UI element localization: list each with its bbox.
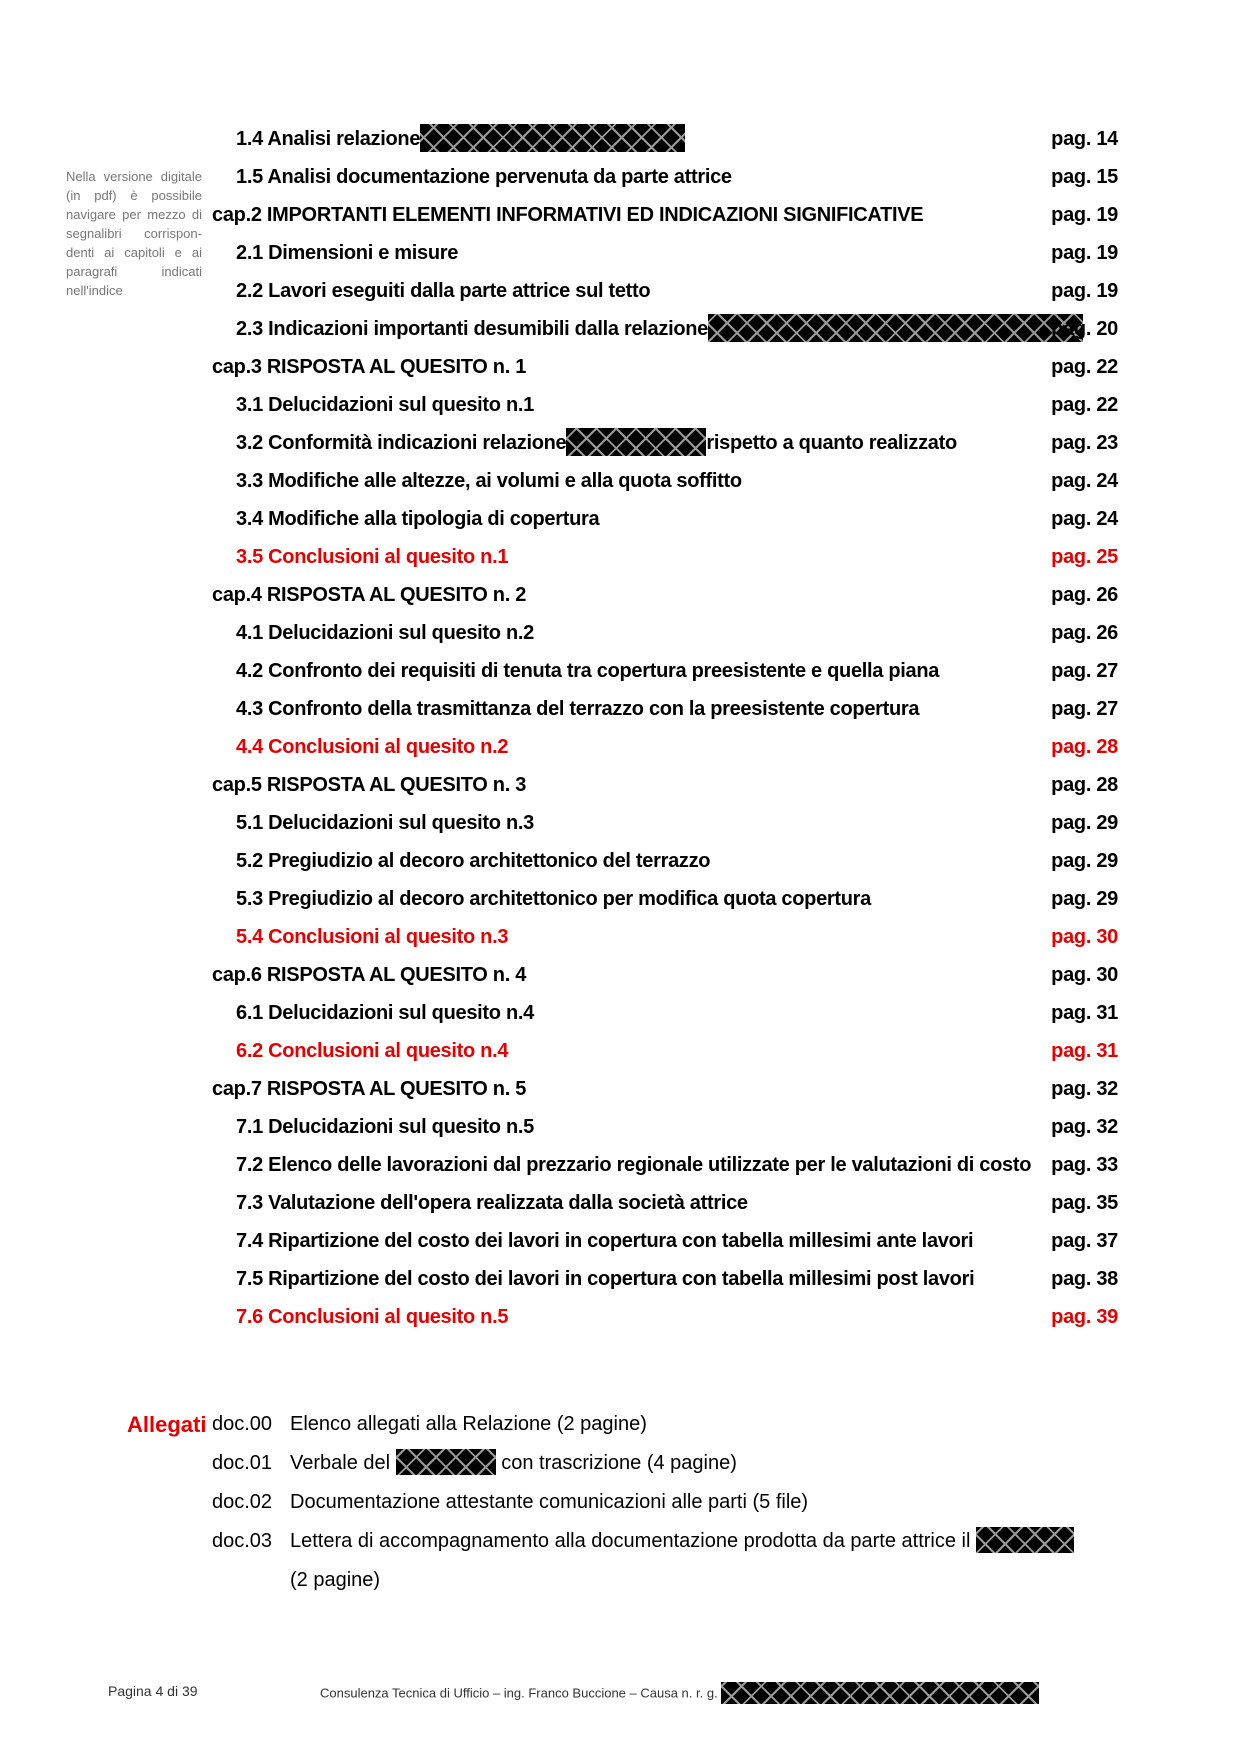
toc-entry-label	[236, 804, 534, 842]
table-of-contents	[212, 120, 1118, 1336]
toc-page-number: pag. 38	[1051, 1268, 1118, 1290]
toc-entry-label	[236, 1108, 534, 1146]
toc-entry-text: 5.1 Delucidazioni sul quesito n.3	[236, 812, 534, 834]
allegato-item	[212, 1522, 1092, 1600]
toc-chapter-entry[interactable]	[212, 956, 1118, 994]
allegato-text: Documentazione attestante comunicazioni alle parti (5 file)	[290, 1491, 809, 1513]
toc-page-number: pag. 19	[1051, 280, 1118, 302]
redaction-block	[976, 1527, 1074, 1553]
toc-entry-label	[236, 462, 742, 500]
toc-entry-label	[236, 690, 919, 728]
toc-page-number: pag. 39	[1051, 1306, 1118, 1328]
toc-entry-text: 4.1 Delucidazioni sul quesito n.2	[236, 622, 534, 644]
toc-page-number: pag. 33	[1051, 1154, 1118, 1176]
toc-entry-label	[236, 652, 939, 690]
toc-page-number: pag. 30	[1051, 926, 1118, 948]
toc-section-entry[interactable]	[212, 1108, 1118, 1146]
toc-page-number: pag. 27	[1051, 660, 1118, 682]
toc-page-number: pag. 28	[1051, 736, 1118, 758]
toc-entry-text: 7.5 Ripartizione del costo dei lavori in copertura con tabella millesimi post lavori	[236, 1268, 975, 1290]
toc-entry-label	[212, 576, 526, 614]
toc-section-entry[interactable]	[212, 538, 1118, 576]
toc-entry-label	[212, 766, 526, 804]
toc-entry-text: 3.3 Modifiche alle altezze, ai volumi e alla quota soffitto	[236, 470, 742, 492]
toc-section-entry[interactable]	[212, 462, 1118, 500]
toc-entry-label	[236, 880, 871, 918]
toc-page-number: pag. 31	[1051, 1040, 1118, 1062]
allegati-list	[212, 1405, 1092, 1600]
allegato-description	[290, 1522, 1092, 1600]
redaction-block	[420, 124, 685, 152]
toc-page-number: pag. 20	[1051, 318, 1118, 340]
toc-chapter-entry[interactable]	[212, 766, 1118, 804]
toc-entry-text: 2.1 Dimensioni e misure	[236, 242, 459, 264]
toc-entry-label	[236, 1184, 748, 1222]
toc-entry-label	[236, 842, 710, 880]
toc-entry-label	[236, 500, 599, 538]
toc-entry-text: cap.6 RISPOSTA AL QUESITO n. 4	[212, 964, 527, 986]
allegati-heading: Allegati	[127, 1412, 207, 1437]
allegato-text: Verbale del	[290, 1452, 391, 1474]
margin-note: Nella versione digitale (in pdf) è possibile navigare per mezzo di segnalibri corrispondenti ai capitoli e ai paragrafi indicati nell'indice	[66, 169, 202, 298]
allegato-code: doc.03	[212, 1530, 273, 1552]
toc-section-entry[interactable]	[212, 1032, 1118, 1070]
toc-entry-label	[236, 158, 732, 196]
toc-page-number: pag. 28	[1051, 774, 1118, 796]
toc-page-number: pag. 32	[1051, 1078, 1118, 1100]
toc-entry-text: 3.2 Conformità indicazioni relazione	[236, 432, 567, 454]
toc-entry-text-continued: rispetto a quanto realizzato	[706, 432, 957, 454]
toc-section-entry[interactable]	[212, 652, 1118, 690]
toc-entry-label	[212, 1070, 526, 1108]
toc-section-entry[interactable]	[212, 614, 1118, 652]
toc-page-number: pag. 22	[1051, 356, 1118, 378]
toc-chapter-entry[interactable]	[212, 1070, 1118, 1108]
toc-page-number: pag. 26	[1051, 584, 1118, 606]
allegato-description	[290, 1444, 1092, 1483]
toc-entry-text: 5.3 Pregiudizio al decoro architettonico per modifica quota copertura	[236, 888, 871, 910]
toc-entry-text: 7.6 Conclusioni al quesito n.5	[236, 1306, 509, 1328]
toc-entry-text: cap.2 IMPORTANTI ELEMENTI INFORMATIVI ED INDICAZIONI SIGNIFICATIVE	[212, 204, 924, 226]
redaction-block	[566, 428, 706, 456]
toc-entry-text: cap.4 RISPOSTA AL QUESITO n. 2	[212, 584, 527, 606]
toc-entry-label	[236, 272, 650, 310]
toc-section-entry[interactable]	[212, 880, 1118, 918]
toc-entry-text: 2.2 Lavori eseguiti dalla parte attrice sul tetto	[236, 280, 651, 302]
toc-entry-text: 7.3 Valutazione dell'opera realizzata dalla società attrice	[236, 1192, 748, 1214]
toc-section-entry[interactable]	[212, 1222, 1118, 1260]
toc-page-number: pag. 19	[1051, 242, 1118, 264]
allegato-code: doc.00	[212, 1413, 273, 1435]
toc-page-number: pag. 30	[1051, 964, 1118, 986]
toc-entry-text: 1.4 Analisi relazione	[236, 128, 421, 150]
toc-section-entry[interactable]	[212, 1184, 1118, 1222]
footer-page-number: Pagina 4 di 39	[108, 1683, 198, 1699]
toc-page-number: pag. 14	[1051, 128, 1118, 150]
toc-section-entry[interactable]	[212, 386, 1118, 424]
allegato-text: Elenco allegati alla Relazione (2 pagine)	[290, 1413, 647, 1435]
toc-entry-label	[236, 120, 685, 158]
toc-page-number: pag. 23	[1051, 432, 1118, 454]
toc-entry-label	[236, 614, 534, 652]
toc-section-entry[interactable]	[212, 272, 1118, 310]
toc-entry-text: 4.4 Conclusioni al quesito n.2	[236, 736, 509, 758]
toc-page-number: pag. 15	[1051, 166, 1118, 188]
toc-entry-label	[236, 1260, 974, 1298]
toc-entry-label	[236, 234, 458, 272]
toc-entry-text: 4.3 Confronto della trasmittanza del terrazzo con la preesistente copertura	[236, 698, 920, 720]
toc-entry-label	[212, 956, 526, 994]
toc-section-entry[interactable]	[212, 500, 1118, 538]
toc-section-entry[interactable]	[212, 120, 1118, 158]
toc-page-number: pag. 24	[1051, 470, 1118, 492]
toc-entry-label	[236, 994, 534, 1032]
toc-entry-label	[236, 728, 508, 766]
redaction-block	[708, 314, 1083, 342]
toc-chapter-entry[interactable]	[212, 348, 1118, 386]
toc-entry-text: 4.2 Confronto dei requisiti di tenuta tra copertura preesistente e quella piana	[236, 660, 940, 682]
footer-case-text: Consulenza Tecnica di Ufficio – ing. Franco Buccione – Causa n. r. g.	[320, 1685, 718, 1701]
toc-entry-label	[236, 918, 508, 956]
allegato-code: doc.01	[212, 1452, 273, 1474]
allegato-item	[212, 1444, 1092, 1483]
toc-entry-label	[236, 1032, 508, 1070]
allegato-code: doc.02	[212, 1491, 273, 1513]
toc-page-number: pag. 31	[1051, 1002, 1118, 1024]
toc-entry-text: 2.3 Indicazioni importanti desumibili dalla relazione	[236, 318, 708, 340]
allegato-text-continued: con trascrizione (4 pagine)	[501, 1452, 737, 1474]
toc-entry-label	[236, 1298, 508, 1336]
toc-entry-label	[212, 348, 526, 386]
toc-entry-text: 7.2 Elenco delle lavorazioni dal prezzario regionale utilizzate per le valutazioni di costo	[236, 1154, 1032, 1176]
toc-entry-label	[236, 386, 534, 424]
toc-page-number: pag. 37	[1051, 1230, 1118, 1252]
toc-entry-label	[236, 538, 508, 576]
toc-entry-label	[236, 1222, 973, 1260]
allegato-description	[290, 1483, 1092, 1522]
toc-entry-label	[236, 310, 1083, 348]
toc-page-number: pag. 32	[1051, 1116, 1118, 1138]
toc-page-number: pag. 29	[1051, 812, 1118, 834]
toc-section-entry[interactable]	[212, 424, 1118, 462]
toc-entry-text: 6.2 Conclusioni al quesito n.4	[236, 1040, 509, 1062]
allegato-description	[290, 1405, 1092, 1444]
footer-case-info	[320, 1683, 1039, 1705]
toc-section-entry[interactable]	[212, 728, 1118, 766]
toc-page-number: pag. 19	[1051, 204, 1118, 226]
toc-chapter-entry[interactable]	[212, 196, 1118, 234]
toc-section-entry[interactable]	[212, 842, 1118, 880]
toc-section-entry[interactable]	[212, 918, 1118, 956]
toc-entry-text: 3.4 Modifiche alla tipologia di copertura	[236, 508, 600, 530]
toc-page-number: pag. 29	[1051, 888, 1118, 910]
toc-page-number: pag. 29	[1051, 850, 1118, 872]
allegato-text: Lettera di accompagnamento alla documentazione prodotta da parte attrice il	[290, 1530, 971, 1552]
toc-page-number: pag. 24	[1051, 508, 1118, 530]
toc-section-entry[interactable]	[212, 994, 1118, 1032]
toc-entry-text: 7.1 Delucidazioni sul quesito n.5	[236, 1116, 534, 1138]
toc-page-number: pag. 26	[1051, 622, 1118, 644]
toc-section-entry[interactable]	[212, 804, 1118, 842]
toc-section-entry[interactable]	[212, 158, 1118, 196]
toc-entry-text: 6.1 Delucidazioni sul quesito n.4	[236, 1002, 534, 1024]
allegato-text-continued: (2 pagine)	[290, 1569, 381, 1591]
toc-page-number: pag. 27	[1051, 698, 1118, 720]
toc-entry-text: 3.1 Delucidazioni sul quesito n.1	[236, 394, 534, 416]
allegato-item	[212, 1405, 1092, 1444]
toc-entry-label	[212, 196, 923, 234]
toc-entry-text: 3.5 Conclusioni al quesito n.1	[236, 546, 509, 568]
toc-entry-text: 5.2 Pregiudizio al decoro architettonico del terrazzo	[236, 850, 711, 872]
toc-section-entry[interactable]	[212, 1260, 1118, 1298]
toc-chapter-entry[interactable]	[212, 576, 1118, 614]
toc-page-number: pag. 25	[1051, 546, 1118, 568]
toc-entry-label	[236, 424, 957, 462]
redaction-block	[721, 1682, 1039, 1704]
toc-entry-text: cap.5 RISPOSTA AL QUESITO n. 3	[212, 774, 527, 796]
toc-section-entry[interactable]	[212, 1298, 1118, 1336]
toc-section-entry[interactable]	[212, 310, 1118, 348]
toc-entry-text: 5.4 Conclusioni al quesito n.3	[236, 926, 509, 948]
toc-section-entry[interactable]	[212, 234, 1118, 272]
toc-section-entry[interactable]	[212, 1146, 1118, 1184]
allegato-item	[212, 1483, 1092, 1522]
toc-entry-label	[236, 1146, 1031, 1184]
toc-entry-text: 7.4 Ripartizione del costo dei lavori in copertura con tabella millesimi ante lavori	[236, 1230, 974, 1252]
toc-entry-text: 1.5 Analisi documentazione pervenuta da parte attrice	[236, 166, 732, 188]
redaction-block	[396, 1449, 496, 1475]
toc-entry-text: cap.7 RISPOSTA AL QUESITO n. 5	[212, 1078, 527, 1100]
toc-section-entry[interactable]	[212, 690, 1118, 728]
toc-entry-text: cap.3 RISPOSTA AL QUESITO n. 1	[212, 356, 527, 378]
toc-page-number: pag. 35	[1051, 1192, 1118, 1214]
toc-page-number: pag. 22	[1051, 394, 1118, 416]
